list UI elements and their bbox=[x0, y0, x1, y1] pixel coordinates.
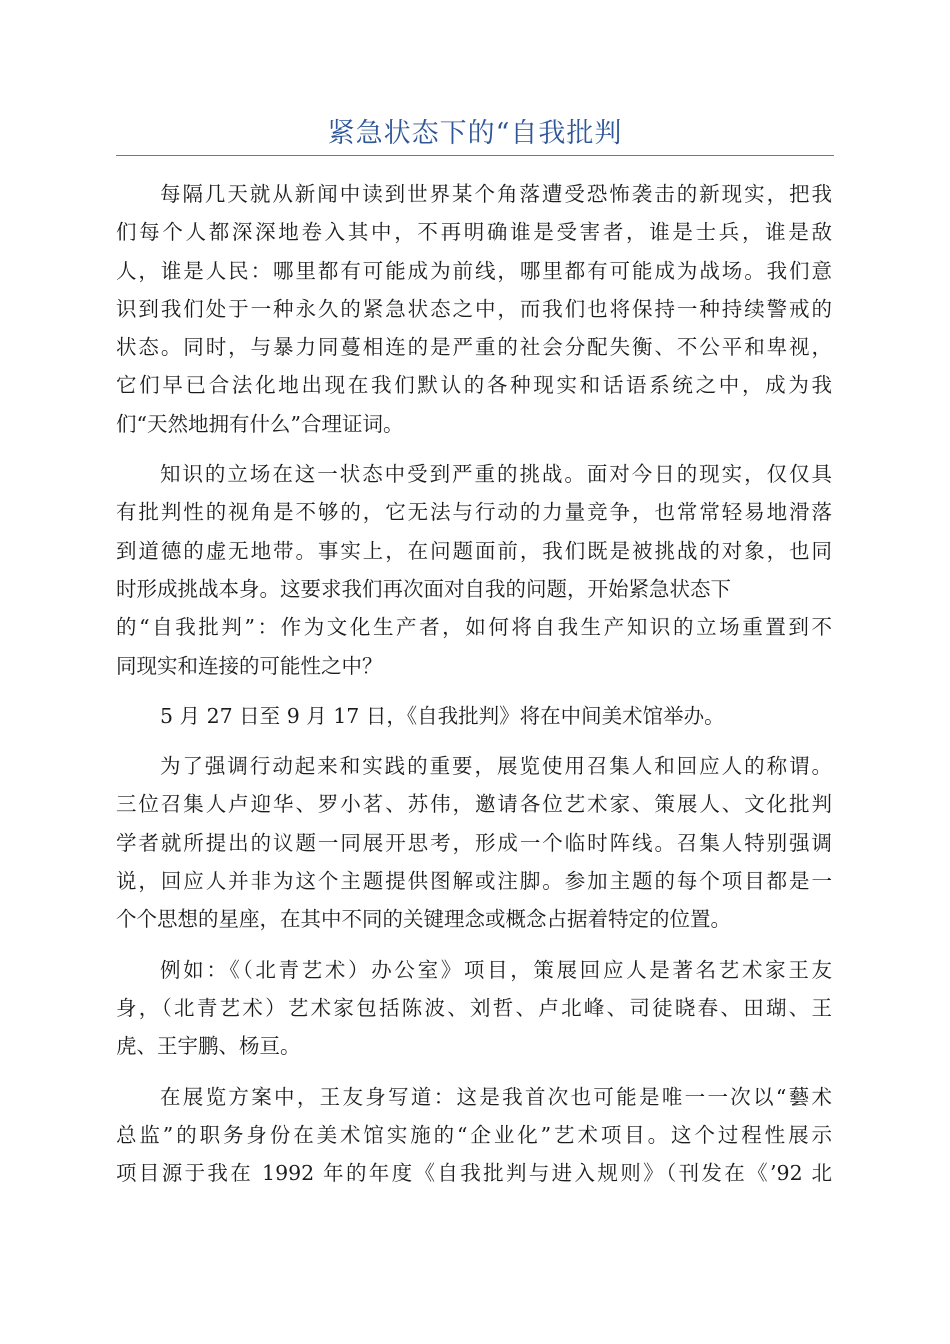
text-line: 每隔几天就从新闻中读到世界某个角落遭受恐怖袭击的新现实，把我 bbox=[160, 182, 832, 206]
paragraph bbox=[116, 175, 832, 443]
text-line: 身，（北青艺术）艺术家包括陈波、刘哲、卢北峰、司徒晓春、田瑚、王 bbox=[116, 995, 832, 1020]
text-line: 项目源于我在 1992 年的年度《自我批判与进入规则》（刊发在《’92 北 bbox=[116, 1161, 832, 1186]
text-line: 例如：《（北青艺术）办公室》项目，策展回应人是著名艺术家王友 bbox=[160, 957, 832, 982]
paragraph bbox=[116, 951, 832, 1066]
text-line: 学者就所提出的议题一同展开思考，形成一个临时阵线。召集人特别强调 bbox=[116, 830, 832, 855]
document-title: 紧急状态下的“自我批判 bbox=[327, 118, 623, 149]
text-line: 时形成挑战本身。这要求我们再次面对自我的问题，开始紧急状态下 bbox=[116, 576, 731, 601]
text-line: 知识的立场在这一状态中受到严重的挑战。面对今日的现实，仅仅具 bbox=[160, 462, 832, 487]
text-line: 们每个人都深深地卷入其中，不再明确谁是受害者，谁是士兵，谁是敌 bbox=[116, 220, 832, 245]
paragraph bbox=[116, 1078, 832, 1193]
text-line: 人，谁是人民：哪里都有可能成为前线，哪里都有可能成为战场。我们意 bbox=[116, 258, 832, 283]
paragraph bbox=[116, 747, 832, 938]
text-line: 在展览方案中，王友身写道：这是我首次也可能是唯一一次以“藝术 bbox=[160, 1084, 832, 1109]
text-line: 的“自我批判”：作为文化生产者，如何将自我生产知识的立场重置到不 bbox=[116, 615, 832, 640]
text-line: 说，回应人并非为这个主题提供图解或注脚。参加主题的每个项目都是一 bbox=[116, 869, 832, 894]
text-line: 有批判性的视角是不够的，它无法与行动的力量竞争，也常常轻易地滑落 bbox=[116, 500, 832, 525]
text-line: 它们早已合法化地出现在我们默认的各种现实和话语系统之中，成为我 bbox=[116, 373, 832, 398]
text-line: 5 月 27 日至 9 月 17 日，《自我批判》将在中间美术馆举办。 bbox=[160, 703, 725, 728]
text-line: 总监”的职务身份在美术馆实施的“企业化”艺术项目。这个过程性展示 bbox=[116, 1122, 832, 1147]
document-body bbox=[116, 175, 832, 1204]
text-line: 状态。同时，与暴力同蔓相连的是严重的社会分配失衡、不公平和卑视， bbox=[116, 335, 832, 360]
text-line: 个个思想的星座，在其中不同的关键理念或概念占据着特定的位置。 bbox=[116, 907, 731, 932]
title-underline bbox=[116, 155, 834, 156]
text-line: 为了强调行动起来和实践的重要，展览使用召集人和回应人的称谓。 bbox=[160, 754, 832, 779]
text-line: 三位召集人卢迎华、罗小茗、苏伟，邀请各位艺术家、策展人、文化批判 bbox=[116, 792, 832, 817]
text-line: 们“天然地拥有什么”合理证词。 bbox=[116, 411, 404, 436]
text-line: 识到我们处于一种永久的紧急状态之中，而我们也将保持一种持续警戒的 bbox=[116, 296, 832, 321]
text-line: 到道德的虚无地带。事实上，在问题面前，我们既是被挑战的对象，也同 bbox=[116, 538, 832, 563]
paragraph bbox=[116, 455, 832, 685]
text-line: 同现实和连接的可能性之中？ bbox=[116, 653, 383, 678]
paragraph bbox=[116, 697, 832, 735]
text-line: 虎、王宇鹏、杨亘。 bbox=[116, 1034, 301, 1059]
